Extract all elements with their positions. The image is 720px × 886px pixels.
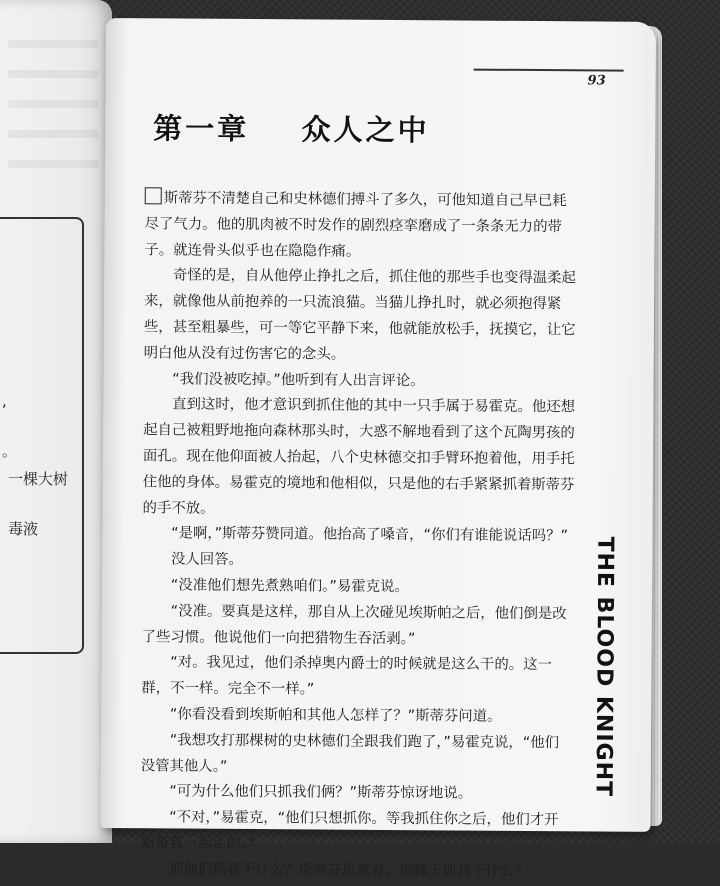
left-page-box bbox=[0, 217, 84, 654]
header-rule bbox=[474, 69, 624, 72]
paragraph: “你看没看到埃斯帕和其他人怎样了？”斯蒂芬问道。 bbox=[169, 706, 502, 725]
left-page bbox=[0, 0, 112, 843]
paragraph: “没准他们想先煮熟咱们。”易霍克说。 bbox=[170, 577, 409, 596]
drop-cap-box bbox=[145, 187, 162, 204]
faint-text-line bbox=[8, 100, 98, 108]
paragraph: “对。我见过，他们杀掉奥内爵士的时候就是这么干的。这一群，不一样。完全不一样。” bbox=[141, 654, 552, 698]
left-page-line: 。 bbox=[2, 442, 18, 460]
paragraph: “是啊，”斯蒂芬赞同道。他抬高了嗓音，“你们有谁能说话吗？” bbox=[171, 525, 569, 545]
faint-text-line bbox=[8, 160, 98, 168]
book-page bbox=[100, 18, 656, 880]
left-page-line: , bbox=[2, 392, 7, 410]
page-number: 93 bbox=[587, 73, 606, 89]
vertical-book-title: THE BLOOD KNIGHT bbox=[590, 536, 618, 798]
faint-text-line bbox=[8, 130, 98, 138]
left-page-line: 毒液 bbox=[8, 520, 39, 538]
faint-text-line bbox=[8, 70, 98, 78]
paragraph: 没人回答。 bbox=[170, 551, 244, 569]
paragraph: “我们没被吃掉。”他听到有人出言评论。 bbox=[172, 371, 425, 389]
faint-text-line bbox=[8, 40, 98, 48]
paragraph: 那他们抓我干什么？斯蒂芬思索着。荆棘王抓我干什么？ bbox=[168, 861, 529, 880]
chapter-title: 第一章 众人之中 bbox=[153, 111, 430, 148]
left-page-line: 一棵大树 bbox=[8, 470, 69, 488]
paragraph: “没准。要真是这样，那自从上次碰见埃斯帕之后，他们倒是改了些习惯。他说他们一向把猎物生吞活剥。” bbox=[141, 603, 567, 647]
paragraph: “我想攻打那棵树的史林德们全跟我们跑了，”易霍克说，“他们没管其他人。” bbox=[140, 732, 560, 775]
paragraph: 直到这时，他才意识到抓住他的其中一只手属于易霍克。他还想起自己被粗野地拖向森林那头时，大惑不解地看到了这个瓦陶男孩的面孔。现在他仰面被人抬起，八个史林德交扣手臂环抱着他，用手托住他的身体。易霍克的境地和他相似，只是他的右手紧紧抓着斯蒂芬的手不放。 bbox=[142, 396, 576, 517]
paragraph: 斯蒂芬不清楚自己和史林德们搏斗了多久，可他知道自己早已耗尽了气力。他的肌肉被不时发作的剧烈痉挛磨成了一条条无力的带子。就连骨头似乎也在隐隐作痛。 bbox=[144, 186, 577, 266]
paragraph: “不对，”易霍克，“他们只想抓你。等我抓住你之后，他们才开始带我一起走的。” bbox=[140, 809, 559, 852]
paragraph: “可为什么他们只抓我们俩？”斯蒂芬惊讶地说。 bbox=[169, 783, 473, 802]
paragraph: 奇怪的是，自从他停止挣扎之后，抓住他的那些手也变得温柔起来，就像他从前抱养的一只流浪猫。当猫儿挣扎时，就必须抱得紧些，甚至粗暴些，可一等它平静下来，他就能放松手，抚摸它，让它明白他从没有过伤害它的念头。 bbox=[143, 267, 576, 363]
chapter-body bbox=[140, 186, 577, 886]
